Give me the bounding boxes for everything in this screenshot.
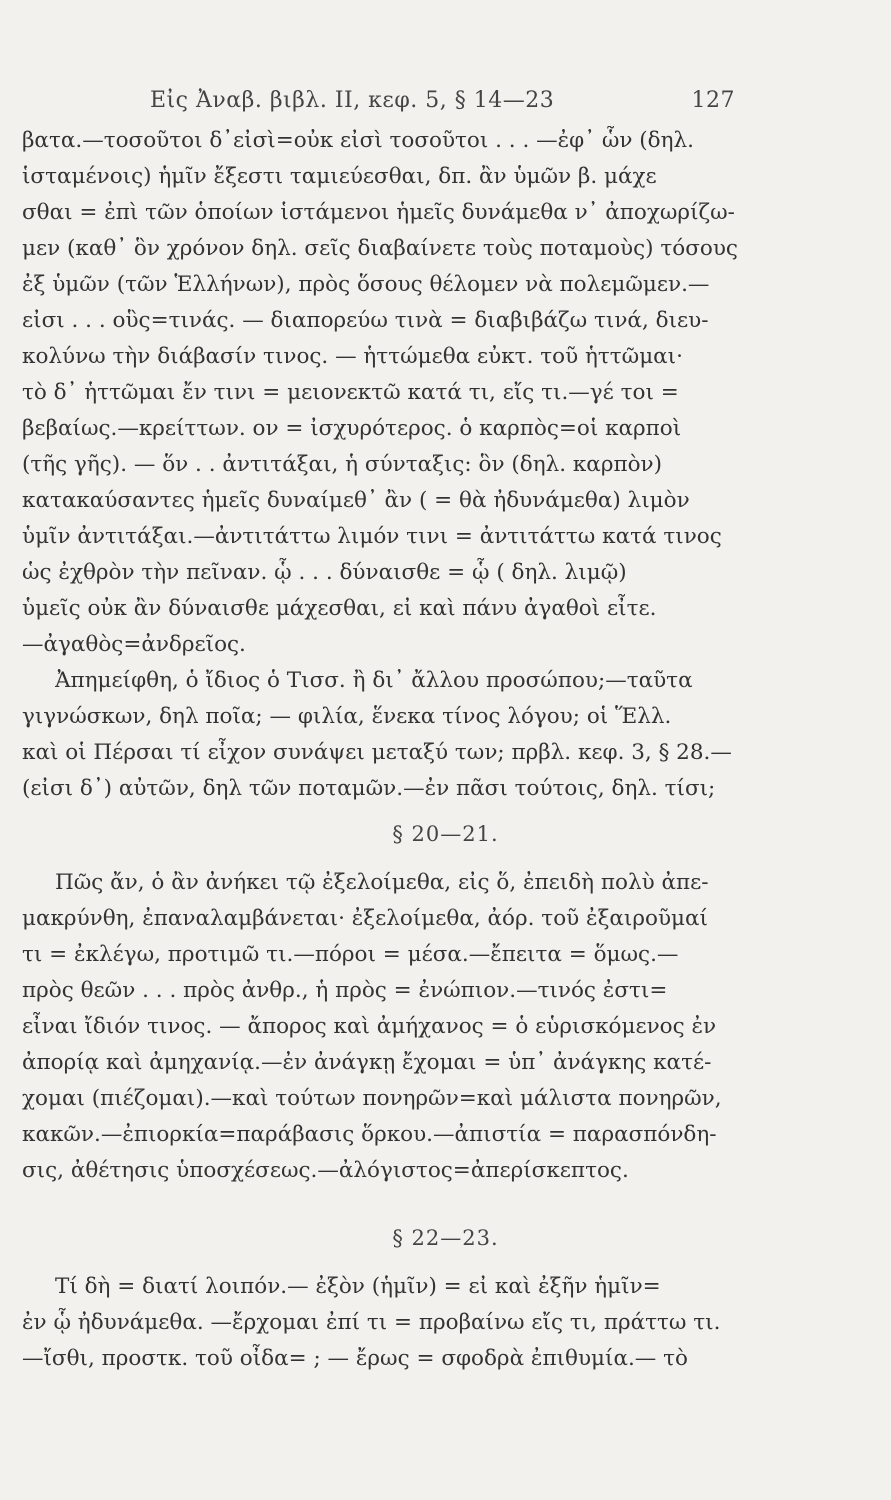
text-line: Πῶς ἄν, ὁ ἂν ἀνήκει τῷ ἐξελοίμεθα, εἰς ὅ, ἐπειδὴ πολὺ ἀπε- <box>55 870 709 895</box>
page-number: 127 <box>691 88 735 113</box>
text-line: Ἀπημείφθη, ὁ ἴδιος ὁ Τισσ. ἢ δι᾽ ἄλλου προσώπου;—ταῦτα <box>55 668 693 693</box>
text-line: ἐν ᾧ ἠδυνάμεθα. —ἔρχομαι ἐπί τι = προβαίνω εἴς τι, πράττω τι. <box>22 1310 721 1335</box>
text-line: —ἀγαθὸς=ἀνδρεῖος. <box>22 632 246 657</box>
text-line: χομαι (πιέζομαι).—καὶ τούτων πονηρῶν=καὶ μάλιστα πονηρῶν, <box>22 1086 722 1111</box>
text-line: τὸ δ᾽ ἡττῶμαι ἔν τινι = μειονεκτῶ κατά τι, εἴς τι.—γέ τοι = <box>22 380 679 405</box>
text-line: ἱσταμένοις) ἡμῖν ἔξεστι ταμιεύεσθαι, δπ. ἂν ὑμῶν β. μάχε <box>22 164 657 189</box>
text-line: μεν (καθ᾽ ὃν χρόνον δηλ. σεῖς διαβαίνετε τοὺς ποταμοὺς) τόσους <box>22 236 738 261</box>
text-line: εἰσι . . . οὓς=τινάς. — διαπορεύω τινὰ = διαβιβάζω τινά, διευ- <box>22 308 709 333</box>
text-line: βεβαίως.—κρείττων. ον = ἰσχυρότερος. ὁ καρπὸς=οἱ καρποὶ <box>22 416 682 441</box>
text-line: τι = ἐκλέγω, προτιμῶ τι.—πόροι = μέσα.—ἔπειτα = ὅμως.— <box>22 942 679 967</box>
section-heading: § 22—23. <box>392 1226 499 1250</box>
text-line: (τῆς γῆς). — ὅν . . ἀντιτάξαι, ἡ σύνταξις: ὃν (δηλ. καρπὸν) <box>22 452 662 477</box>
text-line: καὶ οἱ Πέρσαι τί εἶχον συνάψει μεταξύ των; πρβλ. κεφ. 3, § 28.— <box>22 740 732 765</box>
text-line: πρὸς θεῶν . . . πρὸς ἀνθρ., ἡ πρὸς = ἐνώπιον.—τινός ἐστι= <box>22 978 668 1003</box>
text-line: γιγνώσκων, δηλ ποῖα; — φιλία, ἕνεκα τίνος λόγου; οἱ Ἕλλ. <box>22 704 672 729</box>
text-line: ὡς ἐχθρὸν τὴν πεῖναν. ᾧ . . . δύναισθε = ᾧ ( δηλ. λιμῷ) <box>22 560 627 585</box>
text-line: μακρύνθη, ἐπαναλαμβάνεται· ἐξελοίμεθα, ἀόρ. τοῦ ἐξαιροῦμαί <box>22 906 708 931</box>
section-heading: § 20—21. <box>392 822 499 846</box>
text-line: κακῶν.—ἐπιορκία=παράβασις ὅρκου.—ἀπιστία = παρασπόνδη- <box>22 1122 717 1147</box>
text-line: βατα.—τοσοῦτοι δ᾽εἰσὶ=οὐκ εἰσὶ τοσοῦτοι . . . —ἐφ᾽ ὧν (δηλ. <box>22 128 694 153</box>
text-line: ἐξ ὑμῶν (τῶν Ἑλλήνων), πρὸς ὅσους θέλομεν νὰ πολεμῶμεν.— <box>22 272 710 297</box>
text-line: ὑμῖν ἀντιτάξαι.—ἀντιτάττω λιμόν τινι = ἀντιτάττω κατά τινος <box>22 524 722 549</box>
text-line: Τί δὴ = διατί λοιπόν.— ἐξὸν (ἡμῖν) = εἰ καὶ ἐξῆν ἡμῖν= <box>55 1274 661 1299</box>
text-line: ἀπορίᾳ καὶ ἀμηχανίᾳ.—ἐν ἀνάγκῃ ἔχομαι = ὑπ᾽ ἀνάγκης κατέ- <box>22 1050 712 1075</box>
text-line: κολύνω τὴν διάβασίν τινος. — ἡττώμεθα εὐκτ. τοῦ ἡττῶμαι· <box>22 344 683 369</box>
page-header <box>150 88 735 113</box>
text-line: —ἴσθι, προστκ. τοῦ οἶδα= ; — ἔρως = σφοδρὰ ἐπιθυμία.— τὸ <box>22 1346 688 1371</box>
text-line: σθαι = ἐπὶ τῶν ὁποίων ἱστάμενοι ἡμεῖς δυνάμεθα ν᾽ ἀποχωρίζω- <box>22 200 735 225</box>
text-line: ὑμεῖς οὐκ ἂν δύναισθε μάχεσθαι, εἰ καὶ πάνυ ἀγαθοὶ εἶτε. <box>22 596 657 621</box>
text-line: σις, ἀθέτησις ὑποσχέσεως.—ἀλόγιστος=ἀπερίσκεπτος. <box>22 1158 629 1183</box>
text-line: (εἰσι δ᾽) αὐτῶν, δηλ τῶν ποταμῶν.—ἐν πᾶσι τούτοις, δηλ. τίσι; <box>22 776 716 801</box>
text-line: κατακαύσαντες ἡμεῖς δυναίμεθ᾽ ἂν ( = θὰ ἠδυνάμεθα) λιμὸν <box>22 488 690 513</box>
running-title: Εἰς Ἀναβ. βιβλ. ΙΙ, κεφ. 5, § 14—23 <box>150 88 555 113</box>
text-line: εἶναι ἴδιόν τινος. — ἄπορος καὶ ἀμήχανος = ὁ εὑρισκόμενος ἐν <box>22 1014 717 1039</box>
